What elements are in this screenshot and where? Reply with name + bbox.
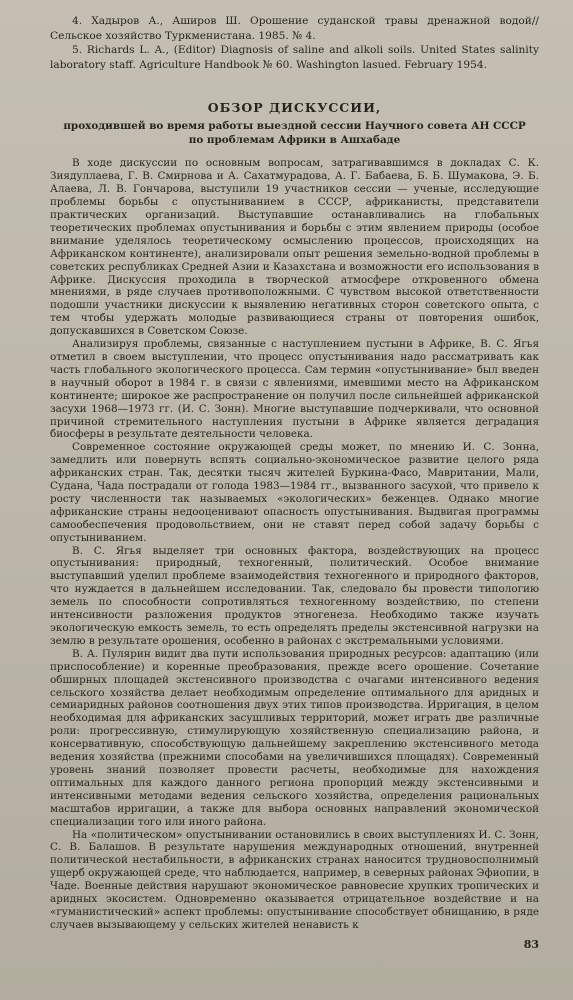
section-heading: ОБЗОР ДИСКУССИИ, (207, 100, 382, 116)
page-number: 83 (523, 938, 539, 951)
subheading-line: проходившей во время работы выездной сессии Научного совета АН СССР (63, 120, 526, 133)
section-subheading (50, 120, 539, 147)
article-body (50, 157, 539, 931)
paragraph: В. А. Пулярин видит два пути использования природных ресурсов: адаптацию (или приспособление) и коренные преобразования, прежде всего орошение. Сочетание обширных площадей экстенсивного производства с очагами интенсивного ведения сельского хозяйства делает необходимым определение оптимального для аридных и семиаридных районов соотношения двух этих типов производства. Ирригация, в целом необходимая для африканских засушливых территорий, может играть две различные роли: прогрессивную, стимулирующую хозяйственную специализацию района, и консервативную, способствующую дальнейшему закреплению экстенсивного метода ведения хозяйства (прежними способами на увеличившихся площадях). Современный уровень знаний позволяет провести расчеты, необходимые для нахождения оптимальных для каждого данного региона пропорций между экстенсивными и интенсивными методами ведения сельского хозяйства, определения рациональных масштабов ирригации, а также для выбора основных направлений экономической специализации того или иного района. (50, 647, 539, 828)
paragraph: На «политическом» опустынивании остановились в своих выступлениях И. С. Зонн, С. В. Балашов. В результате нарушения международных отношений, внутренней политической нестабильности, в африканских странах наносится трудновосполнимый ущерб окружающей среде, что наблюдается, например, в северных районах Эфиопии, в Чаде. Военные действия нарушают экономическое равновесие хрупких тропических и аридных экосистем. Одновременно оказывается отрицательное воздействие и на «гуманистический» аспект проблемы: опустынивание способствует обнищанию, в ряде случаев вызывающему у сельских жителей ненависть к (50, 828, 539, 931)
paragraph: В. С. Ягья выделяет три основных фактора, воздействующих на процесс опустынивания: природный, техногенный, политический. Особое внимание выступавший уделил проблеме взаимодействия техногенного и природного факторов, что нуждается в дальнейшем исследовании. Так, следовало бы провести типологию земель по способности сопротивляться техногенному воздействию, по степени интенсивности разложения продуктов этногенеза. Необходимо также изучать экологическую емкость земель, то есть определять пределы экстенсивной нагрузки на землю в результате орошения, особенно в районах с экстремальными условиями. (50, 544, 539, 647)
paragraph: Современное состояние окружающей среды может, по мнению И. С. Зонна, замедлить или повернуть вспять социально-экономическое развитие целого ряда африканских стран. Так, десятки тысяч жителей Буркина-Фасо, Мавритании, Мали, Судана, Чада пострадали от голода 1983—1984 гг., вызванного засухой, что привело к росту численности так называемых «экологических» беженцев. Однако многие африканские страны недооценивают опасность опустынивания. Выдвигая программы самообеспечения продовольствием, они не ставят перед собой задачу борьбы с опустыниванием. (50, 441, 539, 544)
paragraph: Анализируя проблемы, связанные с наступлением пустыни в Африке, В. С. Ягья отметил в своем выступлении, что процесс опустынивания надо рассматривать как часть глобального экологического процесса. Сам термин «опустынивание» был введен в научный оборот в 1984 г. в связи с явлениями, имевшими место на Африканском континенте; широкое же распространение он получил после сильнейшей африканской засухи 1968—1973 гг. (И. С. Зонн). Многие выступавшие подчеркивали, что основной причиной стремительного наступления пустыни в Африке является деградация биосферы в результате деятельности человека. (50, 338, 539, 441)
subheading-line: по проблемам Африки в Ашхабаде (188, 133, 401, 146)
paragraph: В ходе дискуссии по основным вопросам, затрагивавшимся в докладах С. К. Зиядуллаева, Г. В. Смирнова и А. Сахатмурадова, А. Г. Бабаева, Б. Б. Шумакова, Э. Б. Алаева, Л. В. Гончарова, выступили 19 участников сессии — ученые, исследующие проблемы борьбы с опустыниванием в СССР, африканисты, представители практических организаций. Выступавшие останавливались на глобальных теоретических проблемах опустынивания и борьбы с этим явлением природы (особое внимание уделялось теоретическому осмыслению процессов, происходящих на Африканском континенте), анализировали опыт решения земельно-водной проблемы в советских республиках Средней Азии и Казахстана и возможности его использования в Африке. Дискуссия проходила в творческой атмосфере откровенного обмена мнениями, в ряде случаев противоположными. С чувством высокой ответственности подошли участники дискуссии к выявлению негативных сторон советского опыта, с тем чтобы удержать молодые развивающиеся страны от повторения ошибок, допускавшихся в Советском Союзе. (50, 157, 539, 338)
reference-item: 4. Хадыров А., Аширов Ш. Орошение суданской травы дренажной водой// Сельское хозяйство Туркменистана. 1985. № 4. (50, 15, 539, 42)
reference-item: 5. Richards L. A., (Editor) Diagnosis of saline and alkoli soils. United States salinity laboratory staff. Agriculture Handbook № 60. Washington lasued. February 1954. (50, 44, 539, 71)
reference-list (50, 14, 539, 72)
